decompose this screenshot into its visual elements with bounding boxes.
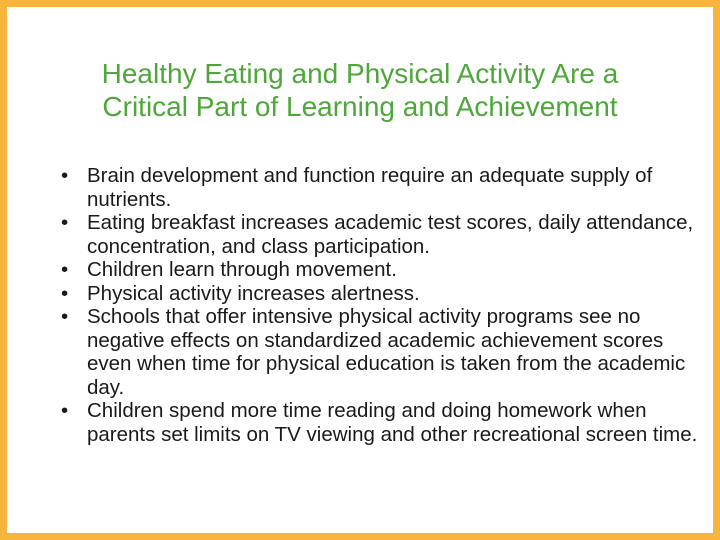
- bullet-list: [61, 164, 711, 446]
- bullet-item: • Eating breakfast increases academic test scores, daily attendance, concentration, and class participation.: [61, 211, 711, 258]
- title-line-2: Critical Part of Learning and Achievement: [102, 91, 618, 122]
- slide-title: [25, 57, 695, 123]
- bullet-item: • Children learn through movement.: [61, 258, 711, 282]
- bullet-item: • Brain development and function require an adequate supply of nutrients.: [61, 164, 711, 211]
- bullet-item: • Schools that offer intensive physical activity programs see no negative effects on standardized academic achievement scores even when time for physical education is taken from the academic day.: [61, 305, 711, 399]
- bullet-item: • Children spend more time reading and doing homework when parents set limits on TV viewing and other recreational screen time.: [61, 399, 711, 446]
- bullet-item: • Physical activity increases alertness.: [61, 282, 711, 306]
- title-line-1: Healthy Eating and Physical Activity Are a: [101, 58, 619, 89]
